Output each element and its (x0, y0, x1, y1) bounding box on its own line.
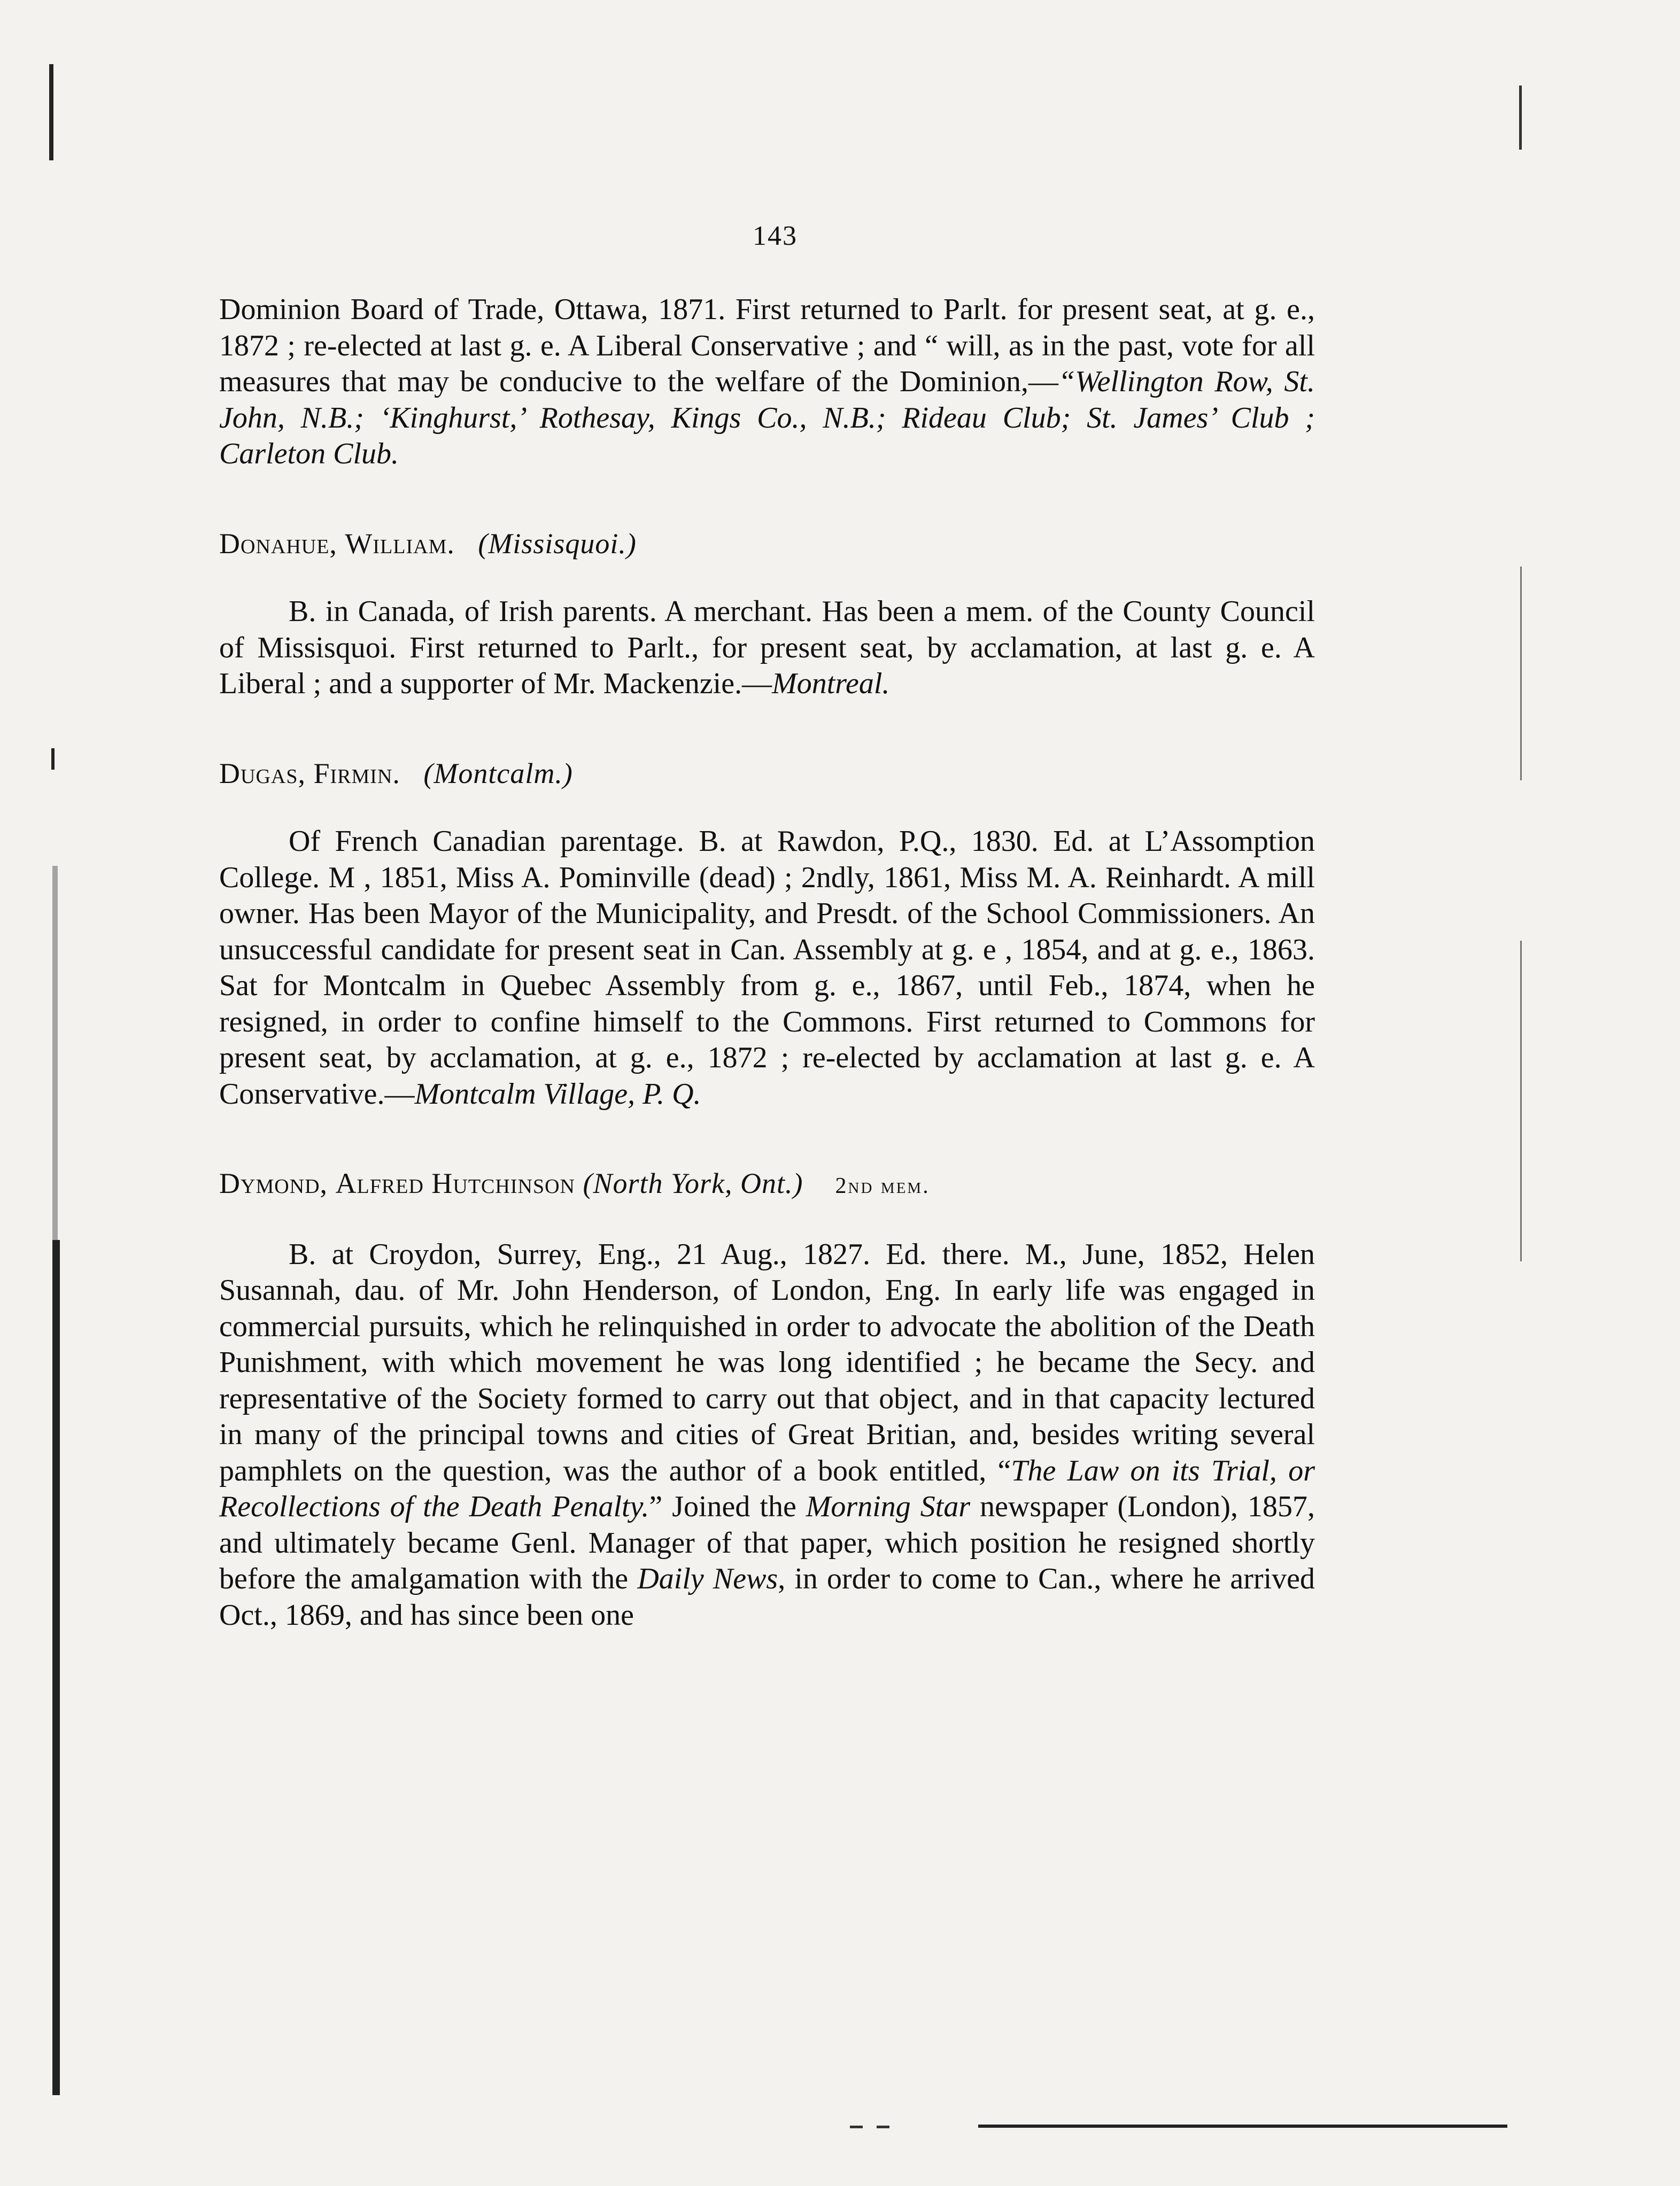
entry-surname: Dugas, (219, 757, 306, 789)
entry-heading (219, 756, 1315, 792)
entry-text-part-c: newspaper (London), 1857, and ultimately became Genl. Manager of that paper, which position he resigned shortly before the amalgamation with the (219, 1490, 1315, 1595)
entry-paragraph (219, 594, 1315, 702)
newspaper-name: Daily News (637, 1562, 778, 1595)
entry-given-name: Firmin. (313, 757, 400, 789)
bottom-dash-mark (877, 2126, 889, 2128)
continuation-text: Dominion Board of Trade, Ottawa, 1871. First returned to Parlt. for present seat, at g. e., 1872 ; re-elected at last g. e. A Liberal Conservative ; and “ will, as in the past, vote for all measures that may be conducive to the welfare of the Dominion,— (219, 293, 1315, 398)
scan-edge-marks-right (1517, 86, 1526, 1315)
entry-text: B. in Canada, of Irish parents. A merchant. Has been a mem. of the County Council of Missisquoi. First returned to Parlt., for present seat, by acclamation, at last g. e. A Liberal ; and a supporter of Mr. Mackenzie.— (219, 595, 1315, 700)
entry-text-part-b: ” Joined the (649, 1490, 806, 1523)
entry-given-name: William. (345, 527, 455, 560)
entry-paragraph (219, 1237, 1315, 1634)
continuation-paragraph (219, 292, 1315, 472)
book-title: The Law on its Trial, or Recollections of the Death Penalty. (219, 1454, 1315, 1523)
entry-paragraph (219, 824, 1315, 1112)
entry-given-name: Alfred Hutchinson (335, 1167, 575, 1199)
entry-heading (219, 1166, 1315, 1205)
scan-edge-shadow-left (48, 64, 61, 2122)
entry-member-suffix: 2nd mem. (835, 1174, 930, 1198)
entry-text-part-a: B. at Croydon, Surrey, Eng., 21 Aug., 1827. Ed. there. M., June, 1852, Helen Susannah, dau. of Mr. John Henderson, of London, Eng. In early life was engaged in commercial pursuits, which he relinquished in order to advocate the abolition of the Death Punishment, with which movement he was long identified ; he became the Secy. and representative of the Society formed to carry out that object, and in that capacity lectured in many of the principal towns and cities of Great Britian, and, besides writing several pamphlets on the question, was the author of a book entitled, “ (219, 1237, 1315, 1487)
continuation-address: “Wellington Row, St. John, N.B.; ‘Kinghurst,’ Rothesay, Kings Co., N.B.; Rideau Club; St. James’ Club ; Carleton Club. (219, 365, 1315, 470)
bottom-rule (978, 2125, 1507, 2128)
entry-surname: Donahue, (219, 527, 337, 560)
entry-address: Montcalm Village, P. Q. (414, 1077, 701, 1111)
entry-constituency: (North York, Ont.) (583, 1167, 803, 1199)
entry-text-part-d: , in order to come to Can., where he arrived Oct., 1869, and has since been one (219, 1562, 1315, 1632)
bottom-dash-mark (850, 2126, 863, 2128)
entry-surname: Dymond, (219, 1167, 328, 1199)
page-number: 143 (753, 221, 798, 251)
entry-text: Of French Canadian parentage. B. at Rawdon, P.Q., 1830. Ed. at L’Assomption College. M , 1851, Miss A. Pominville (dead) ; 2ndly, 1861, Miss M. A. Reinhardt. A mill owner. Has been Mayor of the Municipality, and Presdt. of the School Commissioners. An unsuccessful candidate for present seat in Can. Assembly at g. e , 1854, and at g. e., 1863. Sat for Montcalm in Quebec Assembly from g. e., 1867, until Feb., 1874, when he resigned, in order to confine himself to the Commons. First returned to Commons for present seat, by acclamation, at g. e., 1872 ; re-elected by acclamation at last g. e. A Conservative.— (219, 825, 1315, 1111)
entry-heading (219, 526, 1315, 562)
newspaper-name: Morning Star (806, 1490, 971, 1523)
document-body (219, 292, 1315, 1633)
entry-address: Montreal. (772, 667, 890, 700)
entry-constituency: (Montcalm.) (423, 757, 573, 789)
entry-constituency: (Missisquoi.) (478, 527, 637, 560)
